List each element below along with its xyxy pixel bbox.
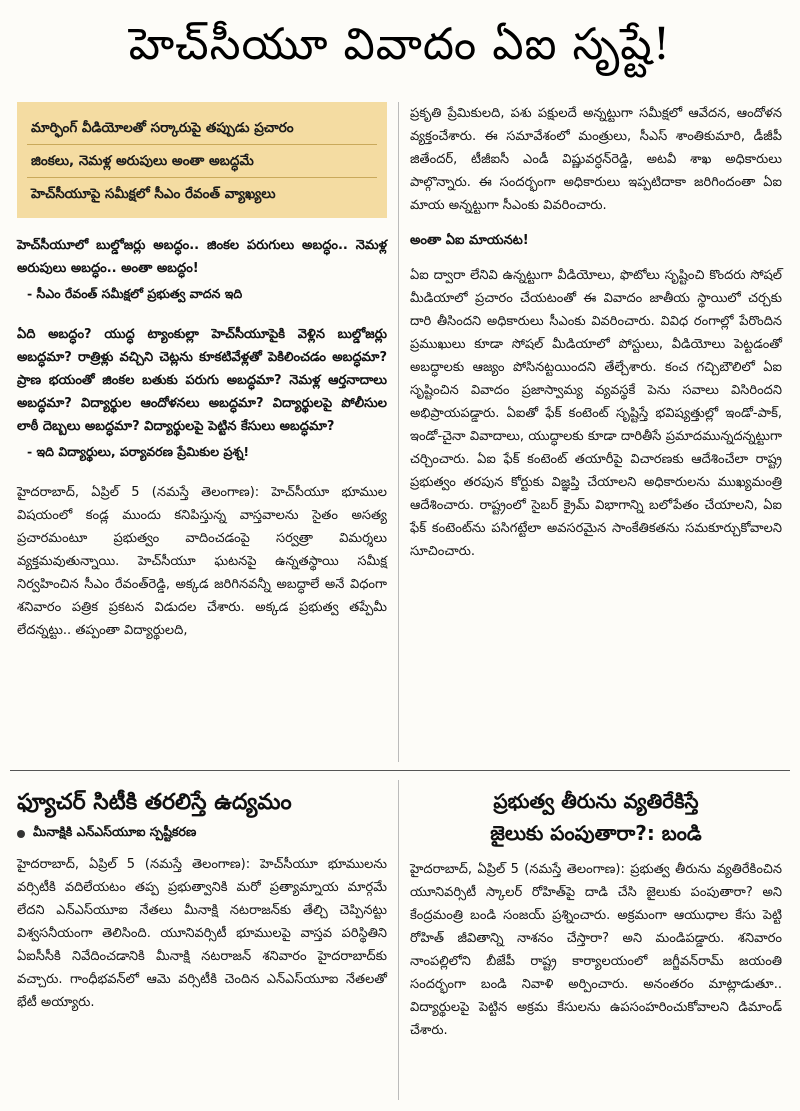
quote-government-attribution: - సీఎం రేవంత్ సమీక్షలో ప్రభుత్వ వాదన ఇది: [27, 286, 243, 301]
story-body-part1: హైదరాబాద్, ఏప్రిల్ 5 (నమస్తే తెలంగాణ): హెచ్‌సీయూ భూముల విషయంలో కండ్ల ముందు కనిపిస్తున్న వాస్తవాలను సైతం అసత్య ప్రచారమంటూ ప్రభుత్వం వాదించడంపై సర్వత్రా విమర్శలు వ్యక్తమవుతున్నాయి. హెచ్‌సీయూ ఘటనపై ఉన్నతస్థాయి సమీక్ష నిర్వహించిన సీఎం రేవంత్‌రెడ్డి, అక్కడ జరిగినవన్నీ అబద్ధాలే అనే విధంగా శనివారం పత్రిక ప్రకటన విడుదల చేశారు. అక్కడ ప్రభుత్వ తప్పేమీ లేదన్నట్టు.. తప్పంతా విద్యార్థులది,: [17, 485, 387, 638]
right-column: [410, 102, 782, 573]
column-rule: [398, 102, 399, 762]
story-subhead: అంతా ఏఐ మాయనట!: [410, 233, 529, 248]
summary-line: జింకలు, నెమళ్ల అరుపులు అంతా అబద్ధమే: [27, 145, 377, 178]
story-title-line1: ప్రభుత్వ తీరును వ్యతిరేకిస్తే: [493, 789, 699, 813]
story-body-part2: ప్రకృతి ప్రేమికులది, పశు పక్షులదే అన్నట్టుగా సమీక్షలో ఆవేదన, ఆందోళన వ్యక్తంచేశారు. ఈ సమావేశంలో మంత్రులు, సీఎస్ శాంతికుమారి, డీజీపీ జితేందర్, టీజీఐసీ ఎండీ విష్ణువర్ధన్‌రెడ్డి, అటవీ శాఖ అధికారులు పాల్గొన్నారు. ఈ సందర్భంగా అధికారులు ఇప్పటిదాకా జరిగిందంతా ఏఐ మాయ అన్నట్టుగా సీఎంకు వివరించారు.: [410, 106, 782, 213]
story-future-city: [17, 784, 387, 1024]
headline: హెచ్‌సీయూ వివాదం ఏఐ సృష్టే!: [128, 19, 672, 70]
quote-students-attribution: - ఇది విద్యార్థులు, పర్యావరణ ప్రేమికుల ప్రశ్న!: [27, 444, 250, 459]
story-body: హైదరాబాద్, ఏప్రిల్ 5 (నమస్తే తెలంగాణ): హెచ్‌సీయూ భూములను వర్సిటీకి వదిలేయటం తప్ప ప్రభుత్వానికి మరో ప్రత్యామ్నాయ మార్గమే లేదని ఎన్‌ఎస్‌యూఐ నేతలు మీనాక్షి నటరాజన్‌కు తేల్చి చెప్పినట్టు విశ్వసనీయంగా తెలిసింది. యూనివర్సిటీ భూములపై వాస్తవ పరిస్థితిని ఏఐసీసీకి నివేదించడానికి మీనాక్షి నటరాజన్ శనివారం హైదరాబాద్‌కు వచ్చారు. గాంధీభవన్‌లో ఆమె వర్సిటీకి చెందిన ఎన్‌ఎస్‌యూఐ నేతలతో భేటీ అయ్యారు.: [17, 857, 387, 1010]
quote-government: హెచ్‌సీయూలో బుల్డోజర్లు అబద్ధం.. జింకల పరుగులు అబద్ధం.. నెమళ్ల అరుపులు అబద్ధం.. అంతా అబద్ధం!: [17, 238, 387, 276]
story-title: ఫ్యూచర్ సిటీకి తరలిస్తే ఉద్యమం: [17, 790, 292, 815]
left-column: [17, 102, 387, 652]
column-rule-lower: [398, 780, 399, 1100]
story-bandi: [410, 784, 782, 1052]
story-title-line2: జైలుకు పంపుతారా?: బండి: [490, 821, 702, 845]
summary-line: మార్ఫింగ్ వీడియోలతో సర్కారుపై తప్పుడు ప్రచారం: [27, 112, 377, 145]
section-divider: [10, 770, 790, 771]
quote-students: ఏది అబద్ధం? యుద్ధ ట్యాంకుల్లా హెచ్‌సీయూపైకి వెళ్లిన బుల్డోజర్లు అబద్ధమా? రాత్రిళ్లు వచ్చిని చెట్లను కూకటివేళ్లతో పెకిలించడం అబద్ధమా? ప్రాణ భయంతో జింకల బతుకు పరుగు అబద్ధమా? నెమళ్ల ఆర్తనాదాలు అబద్ధమా? విద్యార్థుల ఆందోళనలు అబద్ధమా? విద్యార్థులపై పోలీసుల లాఠీ దెబ్బలు అబద్ధమా? విద్యార్థులపై పెట్టిన కేసులు అబద్ధమా?: [17, 327, 387, 434]
story-body-part3: ఏఐ ద్వారా లేనివి ఉన్నట్టుగా వీడియోలు, ఫొటోలు సృష్టించి కొందరు సోషల్ మీడియాలో ప్రచారం చేయటంతో ఈ వివాదం జాతీయ స్థాయిలో చర్చకు దారి తీసిందని అధికారులు సీఎంకు వివరించారు. వివిధ రంగాల్లో పేరొందిన ప్రముఖులు కూడా సోషల్ మీడియాలో పోస్టులు, వీడియోలు పెట్టడంతో అబద్ధాలకు ఆజ్యం పోసినట్టయిందని తేల్చేశారు. కంచ గచ్చిబౌలిలో ఏఐ సృష్టించిన వివాదం ప్రజాస్వామ్య వ్యవస్థకే పెను సవాలు విసిరిందని అభిప్రాయపడ్డారు. ఏఐతో ఫేక్ కంటెంట్ సృష్టిస్తే భవిష్యత్తుల్లో ఇండో-పాక్, ఇండో-చైనా వివాదాలు, యుద్ధాలకు కూడా దారితీసే ప్రమాదమున్నదన్నట్టుగా చర్చించారు. ఏఐ ఫేక్ కంటెంట్ తయారీపై విచారణకు ఆదేశించేలా రాష్ట్ర ప్రభుత్వం తరపున కోర్టుకు విజ్ఞప్తి చేయాలని అధికారులను ముఖ్యమంత్రి ఆదేశించారు. రాష్ట్రంలో సైబర్ క్రైమ్ విభాగాన్ని బలోపేతం చేయాలని, ఏఐ ఫేక్ కంటెంట్‌ను పసిగట్టేలా అవసరమైన సాంకేతికతను సమకూర్చుకోవాలని సూచించారు.: [410, 268, 782, 559]
summary-box: [17, 102, 387, 218]
summary-line: హెచ్‌సీయూపై సమీక్షలో సీఎం రేవంత్ వ్యాఖ్యలు: [31, 186, 276, 202]
story-body: హైదరాబాద్, ఏప్రిల్ 5 (నమస్తే తెలంగాణ): ప్రభుత్వ తీరును వ్యతిరేకించిన యూనివర్సిటీ స్కాలర్ రోహిత్‌పై దాడి చేసి జైలుకు పంపుతారా? అని కేంద్రమంత్రి బండి సంజయ్ ప్రశ్నించారు. అక్రమంగా ఆయుధాల కేసు పెట్టి రోహిత్ జీవితాన్ని నాశనం చేస్తారా? అని మండిపడ్డారు. శనివారం నాంపల్లిలోని బీజేపీ రాష్ట్ర కార్యాలయంలో జగ్జీవన్‌రామ్ జయంతి సందర్భంగా బండి నివాళి అర్పించారు. అనంతరం మాట్లాడుతూ.. విద్యార్థులపై పెట్టిన అక్రమ కేసులను ఉపసంహరించుకోవాలని డిమాండ్ చేశారు.: [410, 862, 782, 1038]
bullet-icon: [17, 830, 25, 838]
story-subtitle-text: మీనాక్షికి ఎన్‌ఎస్‌యూఐ స్పష్టీకరణ: [33, 824, 197, 839]
story-subtitle: [17, 824, 387, 843]
